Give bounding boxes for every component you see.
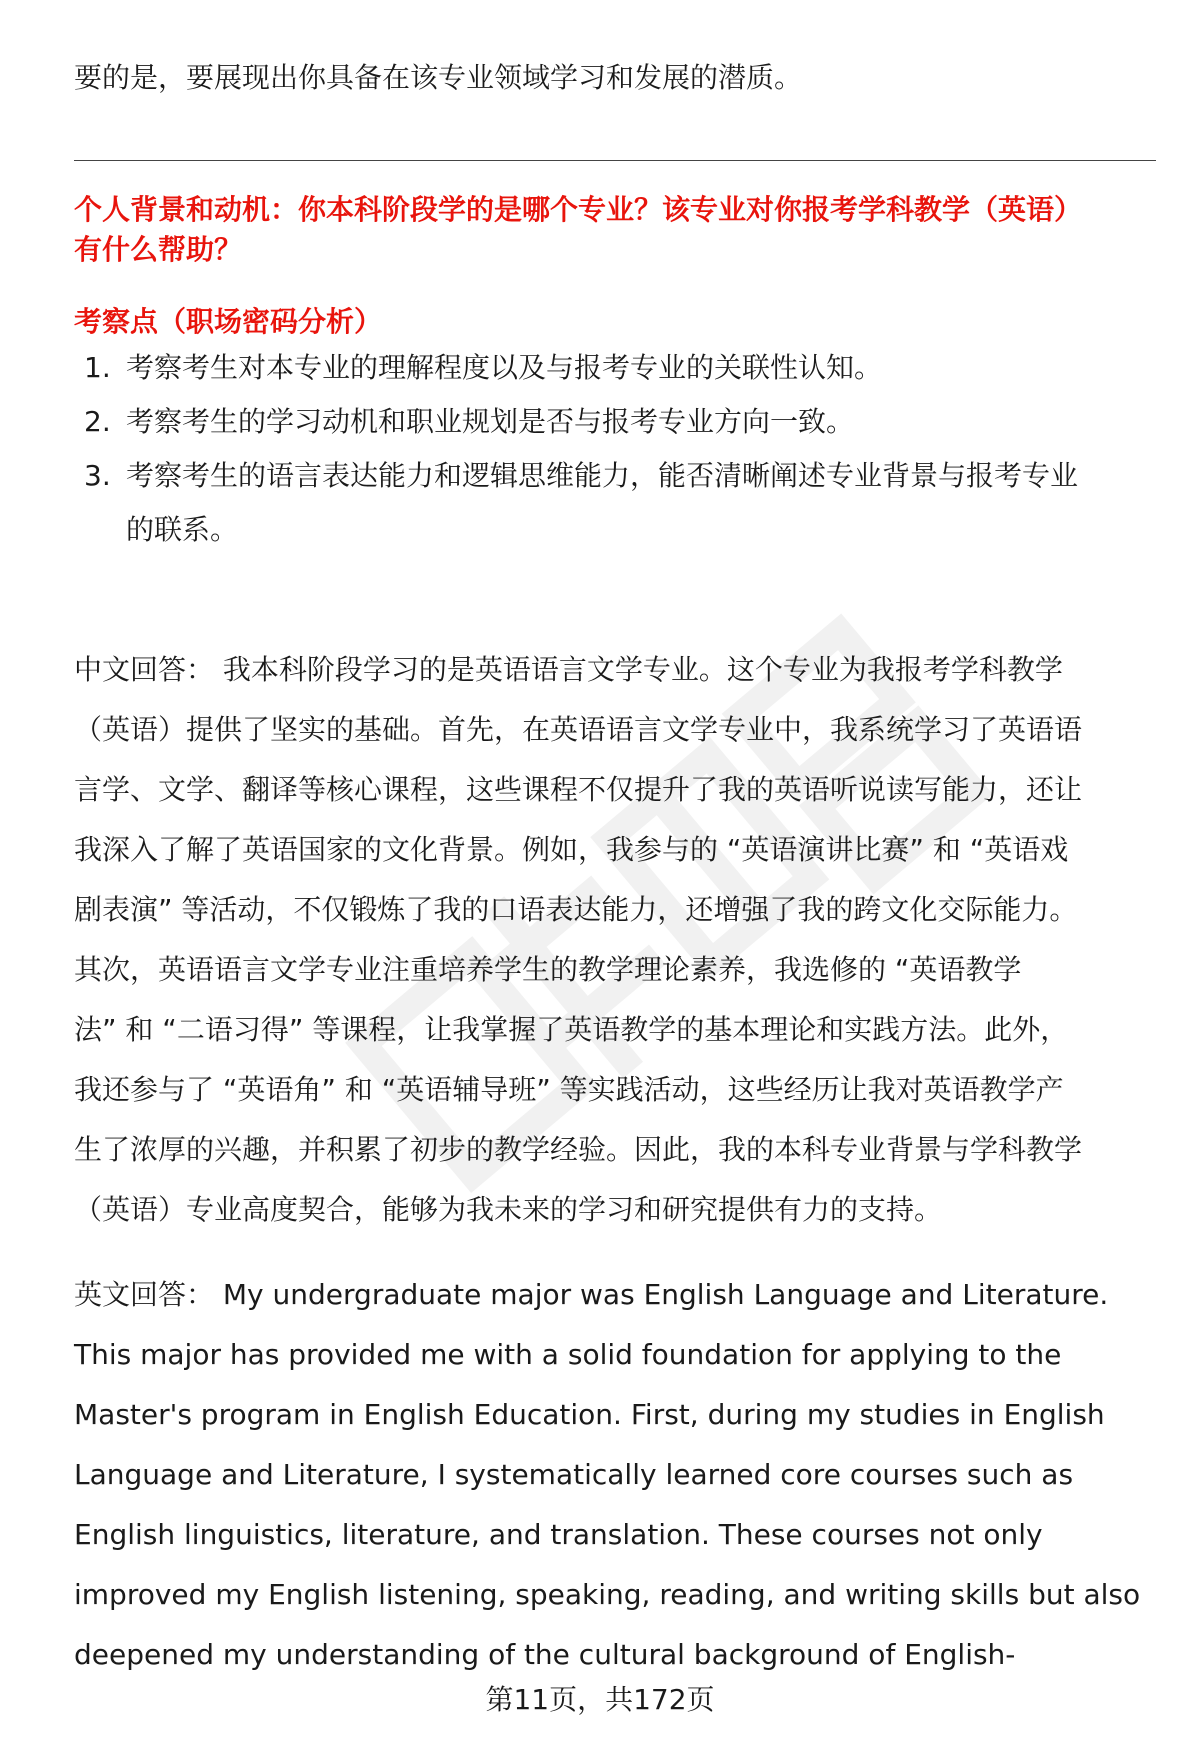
answer-line: 法” 和 “二语习得” 等课程，让我掌握了英语教学的基本理论和实践方法。此外， — [74, 1013, 1069, 1046]
page-number: 第11页，共172页 — [485, 1683, 715, 1716]
answer-line: 我还参与了 “英语角” 和 “英语辅导班” 等实践活动，这些经历让我对英语教学产 — [74, 1073, 1064, 1106]
list-item-text: 考察考生的学习动机和职业规划是否与报考专业方向一致。 — [126, 405, 855, 438]
answer-line: 我深入了解了英语国家的文化背景。例如，我参与的 “英语演讲比赛” 和 “英语戏 — [74, 833, 1069, 866]
question-heading — [74, 190, 1154, 270]
answer-line: This major has provided me with a solid foundation for applying to the — [74, 1338, 1062, 1371]
list-item-text: 的联系。 — [126, 513, 239, 546]
list-item-number: 1. — [84, 351, 111, 384]
answer-line: 剧表演” 等活动，不仅锻炼了我的口语表达能力，还增强了我的跨文化交际能力。 — [74, 893, 1078, 926]
intro-line: 要的是，要展现出你具备在该专业领域学习和发展的潜质。 — [74, 61, 803, 94]
answer-line: （英语）专业高度契合，能够为我未来的学习和研究提供有力的支持。 — [74, 1193, 943, 1226]
list-item-number: 3. — [84, 459, 111, 492]
answer-line: deepened my understanding of the cultural background of English- — [74, 1638, 1016, 1671]
answer-line: （英语）提供了坚实的基础。首先，在英语语言文学专业中，我系统学习了英语语 — [74, 713, 1083, 746]
section-divider — [74, 160, 1156, 161]
section-title: 考察点（职场密码分析） — [74, 305, 383, 338]
answer-line: improved my English listening, speaking, reading, and writing skills but also — [74, 1578, 1141, 1611]
answer-line: 中文回答： 我本科阶段学习的是英语语言文学专业。这个专业为我报考学科教学 — [74, 653, 1063, 686]
answer-line: Master's program in English Education. First, during my studies in English — [74, 1398, 1105, 1431]
answer-line: English linguistics, literature, and translation. These courses not only — [74, 1518, 1043, 1551]
list-item-number: 2. — [84, 405, 111, 438]
list-item-text: 考察考生的语言表达能力和逻辑思维能力，能否清晰阐述专业背景与报考专业 — [126, 459, 1079, 492]
answer-line: 其次，英语语言文学专业注重培养学生的教学理论素养，我选修的 “英语教学 — [74, 953, 1022, 986]
list-item-text: 考察考生对本专业的理解程度以及与报考专业的关联性认知。 — [126, 351, 883, 384]
question-line: 个人背景和动机：你本科阶段学的是哪个专业？该专业对你报考学科教学（英语） — [74, 193, 1083, 226]
question-line: 有什么帮助？ — [74, 233, 243, 266]
answer-line: 言学、文学、翻译等核心课程，这些课程不仅提升了我的英语听说读写能力，还让 — [74, 773, 1083, 806]
answer-line: 生了浓厚的兴趣，并积累了初步的教学经验。因此，我的本科专业背景与学科教学 — [74, 1133, 1083, 1166]
answer-line: Language and Literature, I systematically learned core courses such as — [74, 1458, 1074, 1491]
answer-line: 英文回答： My undergraduate major was English Language and Literature. — [74, 1278, 1109, 1311]
